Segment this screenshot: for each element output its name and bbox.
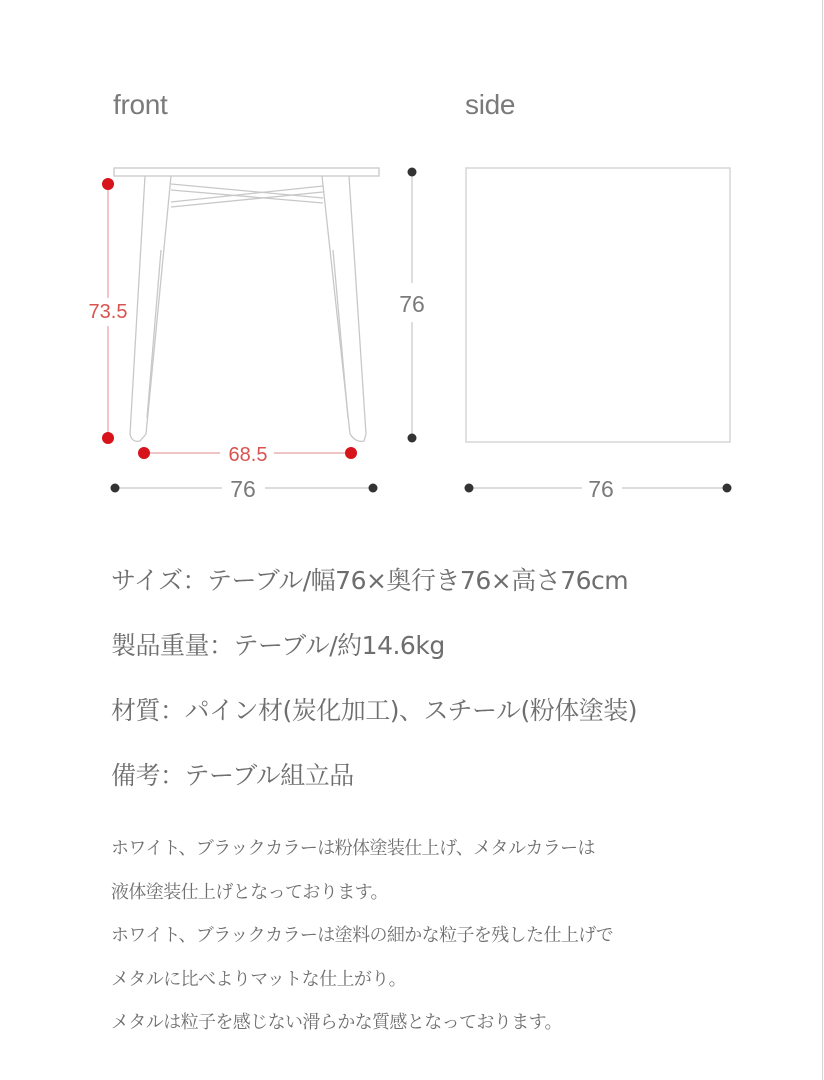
front-leg-span-dimension xyxy=(138,444,357,466)
side-view-title: side xyxy=(465,89,516,120)
note-line: メタルに比べよりマットな仕上がり。 xyxy=(111,968,407,990)
front-view-title: front xyxy=(113,89,168,120)
front-right-leg xyxy=(322,176,366,441)
dimension-dot xyxy=(408,434,417,443)
finish-notes xyxy=(111,837,791,1055)
spec-weight: 製品重量：テーブル/約14.6kg xyxy=(111,631,445,660)
front-leg-height-value: 73.5 xyxy=(88,301,128,323)
front-leg-height-dimension xyxy=(89,178,128,444)
side-height-dimension xyxy=(399,168,425,443)
spec-material: 材質：パイン材(炭化加工)、スチール(粉体塗装) xyxy=(111,696,638,725)
side-height-value: 76 xyxy=(399,291,425,317)
note-line: ホワイト、ブラックカラーは粉体塗装仕上げ、メタルカラーは xyxy=(111,838,595,859)
dimension-dot xyxy=(369,484,378,493)
dimension-dot-red xyxy=(102,178,114,190)
spec-size: サイズ：テーブル/幅76×奥行き76×高さ76cm xyxy=(111,566,629,595)
front-table-drawing xyxy=(114,168,379,441)
side-depth-dimension xyxy=(465,476,732,502)
front-leg-span-value: 68.5 xyxy=(228,444,268,466)
front-tabletop xyxy=(114,168,379,176)
dimension-dot xyxy=(111,484,120,493)
side-depth-value: 76 xyxy=(588,476,614,502)
dimension-dot xyxy=(723,484,732,493)
front-width-dimension xyxy=(111,476,378,502)
front-width-value: 76 xyxy=(230,476,256,502)
dimension-dot xyxy=(408,168,417,177)
dimension-dot-red xyxy=(345,447,357,459)
note-line: ホワイト、ブラックカラーは塗料の細かな粒子を残した仕上げで xyxy=(111,925,614,946)
note-line: 液体塗装仕上げとなっております。 xyxy=(111,881,388,903)
dimension-dot xyxy=(465,484,474,493)
side-table-outline xyxy=(466,168,730,442)
dimension-dot-red xyxy=(102,432,114,444)
spec-list xyxy=(111,566,791,826)
dimension-dot-red xyxy=(138,447,150,459)
front-left-leg xyxy=(130,176,171,441)
note-line: メタルは粒子を感じない滑らかな質感となっております。 xyxy=(111,1012,562,1033)
spec-notes: 備考：テーブル組立品 xyxy=(111,761,354,790)
